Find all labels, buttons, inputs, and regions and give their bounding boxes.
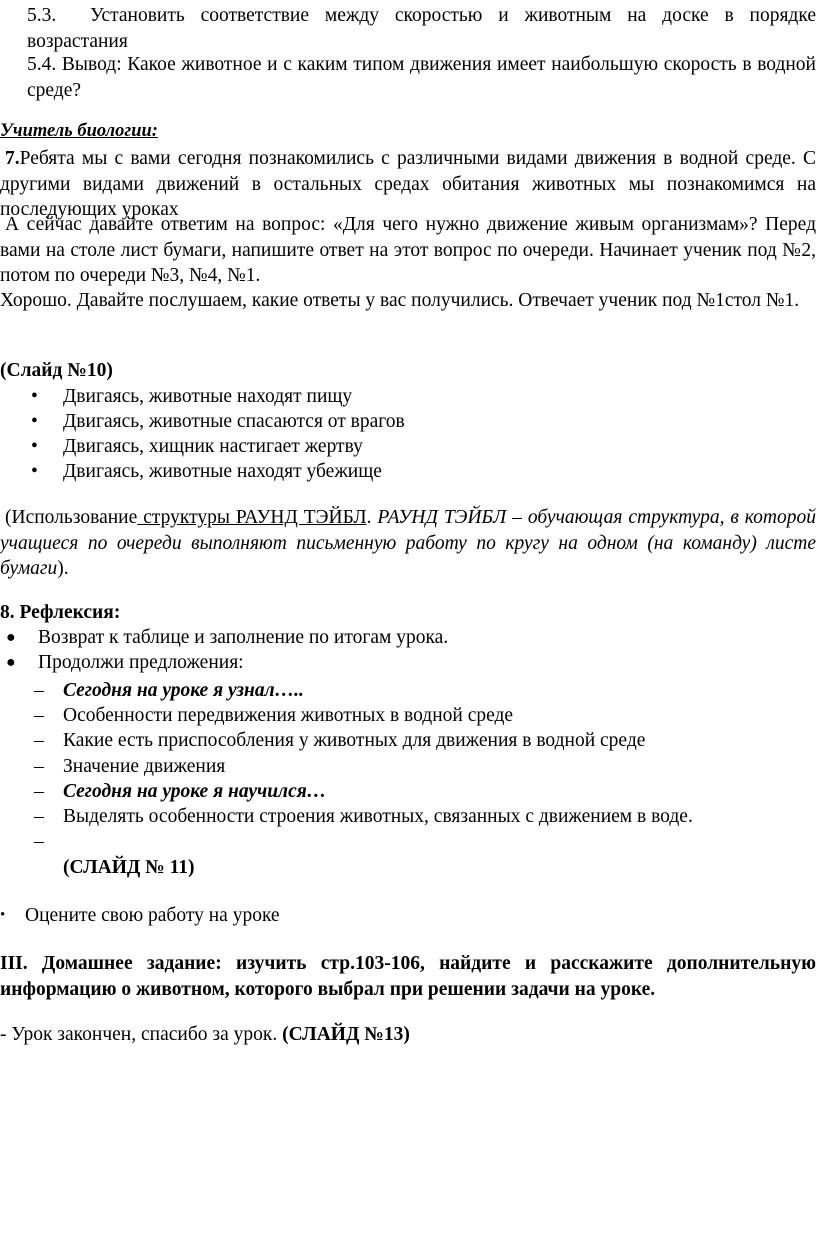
list-item: Двигаясь, животные находят убежище [63, 461, 382, 482]
step-7-text: Ребята мы с вами сегодня познакомились с различными видами движения в водной среде. С другими видами движений в остальных средах обитания животных мы познакомимся на последующих уроках [0, 148, 816, 220]
list-item: Особенности передвижения животных в водной среде [63, 705, 514, 726]
reflection-heading: 8. Рефлексия: [0, 602, 121, 623]
round-table-paragraph [0, 505, 816, 582]
bullet-icon: • [31, 461, 38, 482]
dash-icon: – [34, 831, 44, 852]
task-5-3-number: 5.3. [27, 5, 57, 26]
list-item: Возврат к таблице и заполнение по итогам урока. [38, 627, 449, 648]
bullet-icon: • [31, 411, 38, 432]
teacher-heading: Учитель биологии: [0, 121, 158, 141]
list-item: Сегодня на уроке я узнал….. [63, 680, 304, 701]
dash-icon: – [34, 680, 44, 701]
listen-paragraph: Хорошо. Давайте послушаем, какие ответы у вас получились. Отвечает ученик под №1стол №1. [0, 290, 800, 311]
round-table-prefix: (Использование [5, 507, 138, 528]
round-table-definition: РАУНД ТЭЙБЛ – обучающая структура, в которой учащиеся по очереди выполняют письменную работу по кругу на одном (на команду) листе бумаги [0, 507, 816, 579]
bullet-icon: • [31, 436, 38, 457]
slide-13-label: (СЛАЙД №13) [282, 1024, 410, 1045]
round-table-structure-label: структуры РАУНД ТЭЙБЛ [137, 507, 367, 528]
list-item: Выделять особенности строения животных, связанных с движением в воде. [63, 806, 693, 827]
dash-icon: – [34, 730, 44, 751]
homework-paragraph: III. Домашнее задание: изучить стр.103-106, найдите и расскажите дополнительную информацию о животном, которого выбрал при решении задачи на уроке. [0, 953, 816, 1000]
bullet-icon: • [0, 907, 6, 923]
dash-icon: – [34, 705, 44, 726]
task-5-4-text: 5.4. Вывод: Какое животное и с каким типом движения имеет наибольшую скорость в водной среде? [27, 54, 816, 101]
dash-icon: – [34, 806, 44, 827]
list-item: Двигаясь, хищник настигает жертву [63, 436, 363, 457]
list-item: Сегодня на уроке я научился… [63, 781, 327, 802]
list-item: Двигаясь, животные спасаются от врагов [63, 411, 405, 432]
question-paragraph: А сейчас давайте ответим на вопрос: «Для чего нужно движение живым организмам»? Перед вами на столе лист бумаги, напишите ответ на этот вопрос по очереди. Начинает ученик под №2, потом по очереди №3, №4, №1. [0, 214, 816, 286]
bullet-icon: ● [6, 654, 16, 671]
list-item: Продолжи предложения: [38, 652, 244, 673]
round-table-dot: . [366, 507, 378, 528]
dash-icon: – [34, 756, 44, 777]
closing-text: - Урок закончен, спасибо за урок. [0, 1024, 283, 1045]
round-table-end: ). [57, 558, 69, 579]
list-item: Какие есть приспособления у животных для движения в водной среде [63, 730, 646, 751]
slide-11-label: (СЛАЙД № 11) [63, 857, 195, 878]
bullet-icon: • [31, 386, 38, 407]
step-7-number: 7. [5, 148, 20, 169]
slide-10-heading: (Слайд №10) [0, 360, 113, 381]
list-item: Двигаясь, животные находят пищу [63, 386, 353, 407]
dash-icon: – [34, 781, 44, 802]
evaluate-item: Оцените свою работу на уроке [25, 905, 280, 926]
task-5-3-text: Установить соответствие между скоростью и животным на доске в порядке возрастания [27, 5, 816, 52]
list-item: Значение движения [63, 756, 226, 777]
bullet-icon: ● [6, 629, 16, 646]
closing-line [0, 1022, 816, 1048]
